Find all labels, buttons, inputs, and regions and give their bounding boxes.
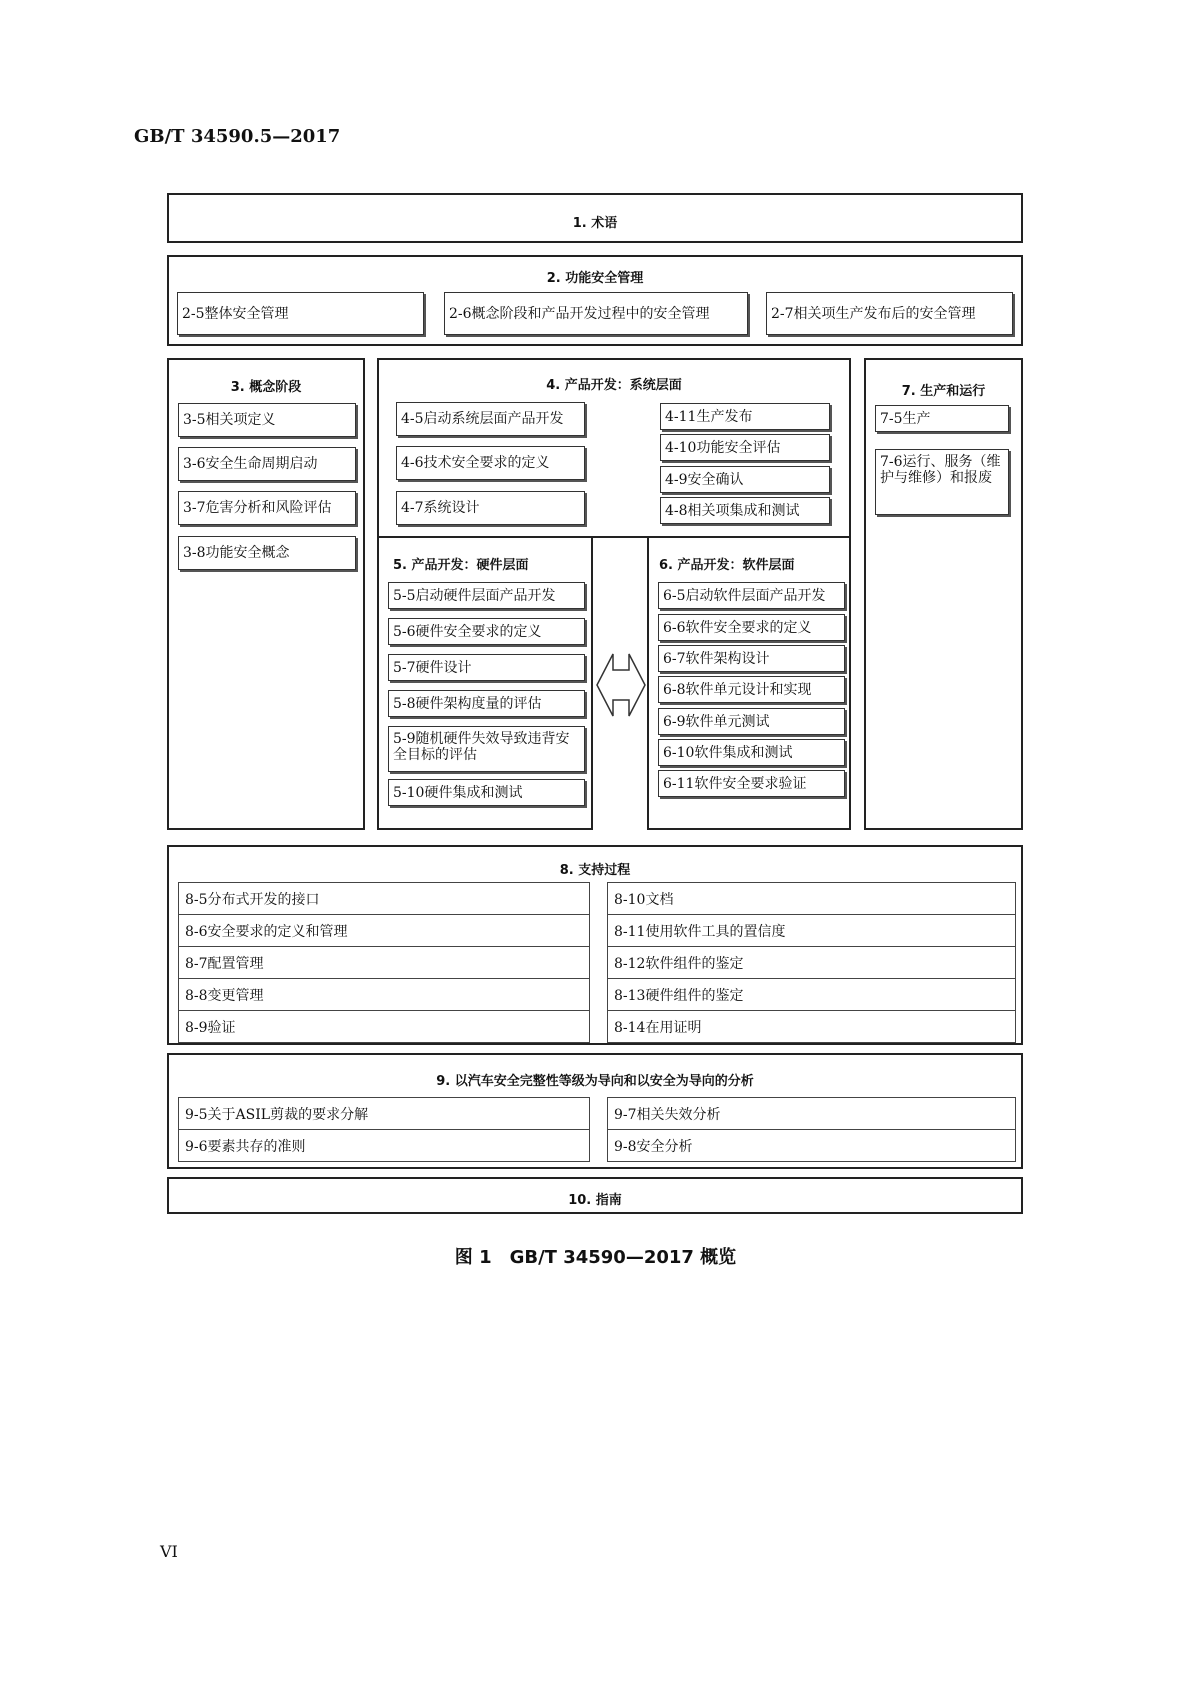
part2-frame [167,255,1023,346]
part9-item: 9-7相关失效分析 [607,1097,1016,1130]
part2-item: 2-7相关项生产发布后的安全管理 [766,292,1013,335]
part4-frame [377,358,851,538]
standard-header: GB/T 34590.5—2017 [134,126,341,147]
part2-title: 2. 功能安全管理 [546,271,644,286]
part6-item: 6-9软件单元测试 [658,708,845,735]
part2-item: 2-6概念阶段和产品开发过程中的安全管理 [444,292,748,335]
part8-right-list [607,882,1016,1043]
part8-title: 8. 支持过程 [559,863,631,878]
part3-item: 3-7危害分析和风险评估 [178,491,356,525]
part5-title: 5. 产品开发：硬件层面 [393,558,529,573]
part7-frame [864,358,1023,830]
part3-item: 3-5相关项定义 [178,403,356,437]
part10-title: 10. 指南 [568,1193,622,1208]
part6-item: 6-8软件单元设计和实现 [658,676,845,703]
part9-item: 9-8安全分析 [607,1130,1016,1162]
part8-item: 8-12软件组件的鉴定 [607,947,1016,979]
part5-item: 5-7硬件设计 [388,654,585,681]
part10-frame [167,1177,1023,1214]
part5-item: 5-9随机硬件失效导致违背安全目标的评估 [388,726,585,772]
part4-item: 4-5启动系统层面产品开发 [396,402,585,436]
part6-item: 6-11软件安全要求验证 [658,770,845,797]
part8-item: 8-7配置管理 [178,947,590,979]
part4-item: 4-10功能安全评估 [660,434,830,461]
part4-item: 4-7系统设计 [396,491,585,525]
part9-item: 9-6要素共存的准则 [178,1130,590,1162]
part8-item: 8-10文档 [607,882,1016,915]
part7-item: 7-5生产 [875,405,1009,432]
part5-item: 5-8硬件架构度量的评估 [388,690,585,717]
part7-item: 7-6运行、服务（维护与维修）和报废 [875,449,1009,515]
part4-item: 4-9安全确认 [660,466,830,493]
part5-item: 5-6硬件安全要求的定义 [388,618,585,645]
bidirectional-arrow-icon [595,650,647,720]
part5-item: 5-5启动硬件层面产品开发 [388,582,585,609]
part6-item: 6-6软件安全要求的定义 [658,614,845,641]
part6-title: 6. 产品开发：软件层面 [659,558,795,573]
part8-item: 8-5分布式开发的接口 [178,882,590,915]
part6-frame [647,536,851,830]
part6-item: 6-7软件架构设计 [658,645,845,672]
part3-item: 3-8功能安全概念 [178,536,356,570]
part8-frame [167,845,1023,1045]
part3-item: 3-6安全生命周期启动 [178,447,356,481]
part8-item: 8-11使用软件工具的置信度 [607,915,1016,947]
part8-item: 8-9验证 [178,1011,590,1043]
part3-frame [167,358,365,830]
part8-item: 8-8变更管理 [178,979,590,1011]
part5-item: 5-10硬件集成和测试 [388,779,585,806]
page-number: VI [160,1542,178,1561]
part1-title: 1. 术语 [572,216,618,231]
part9-right-list [607,1097,1016,1162]
part2-item: 2-5整体安全管理 [177,292,424,335]
part1-frame [167,193,1023,243]
part8-item: 8-13硬件组件的鉴定 [607,979,1016,1011]
figure-caption: 图 1 GB/T 34590—2017 概览 [454,1247,737,1268]
part6-item: 6-10软件集成和测试 [658,739,845,766]
part3-title: 3. 概念阶段 [230,380,302,395]
part4-item: 4-8相关项集成和测试 [660,497,830,524]
part6-item: 6-5启动软件层面产品开发 [658,582,845,609]
part9-left-list [178,1097,590,1162]
part8-item: 8-14在用证明 [607,1011,1016,1043]
part5-frame [377,536,593,830]
part4-title: 4. 产品开发：系统层面 [546,378,682,393]
part8-item: 8-6安全要求的定义和管理 [178,915,590,947]
part9-frame [167,1053,1023,1169]
part4-item: 4-6技术安全要求的定义 [396,446,585,480]
part4-item: 4-11生产发布 [660,403,830,430]
part8-left-list [178,882,590,1043]
part9-item: 9-5关于ASIL剪裁的要求分解 [178,1097,590,1130]
part9-title: 9. 以汽车安全完整性等级为导向和以安全为导向的分析 [436,1074,754,1089]
part7-title: 7. 生产和运行 [901,384,986,399]
